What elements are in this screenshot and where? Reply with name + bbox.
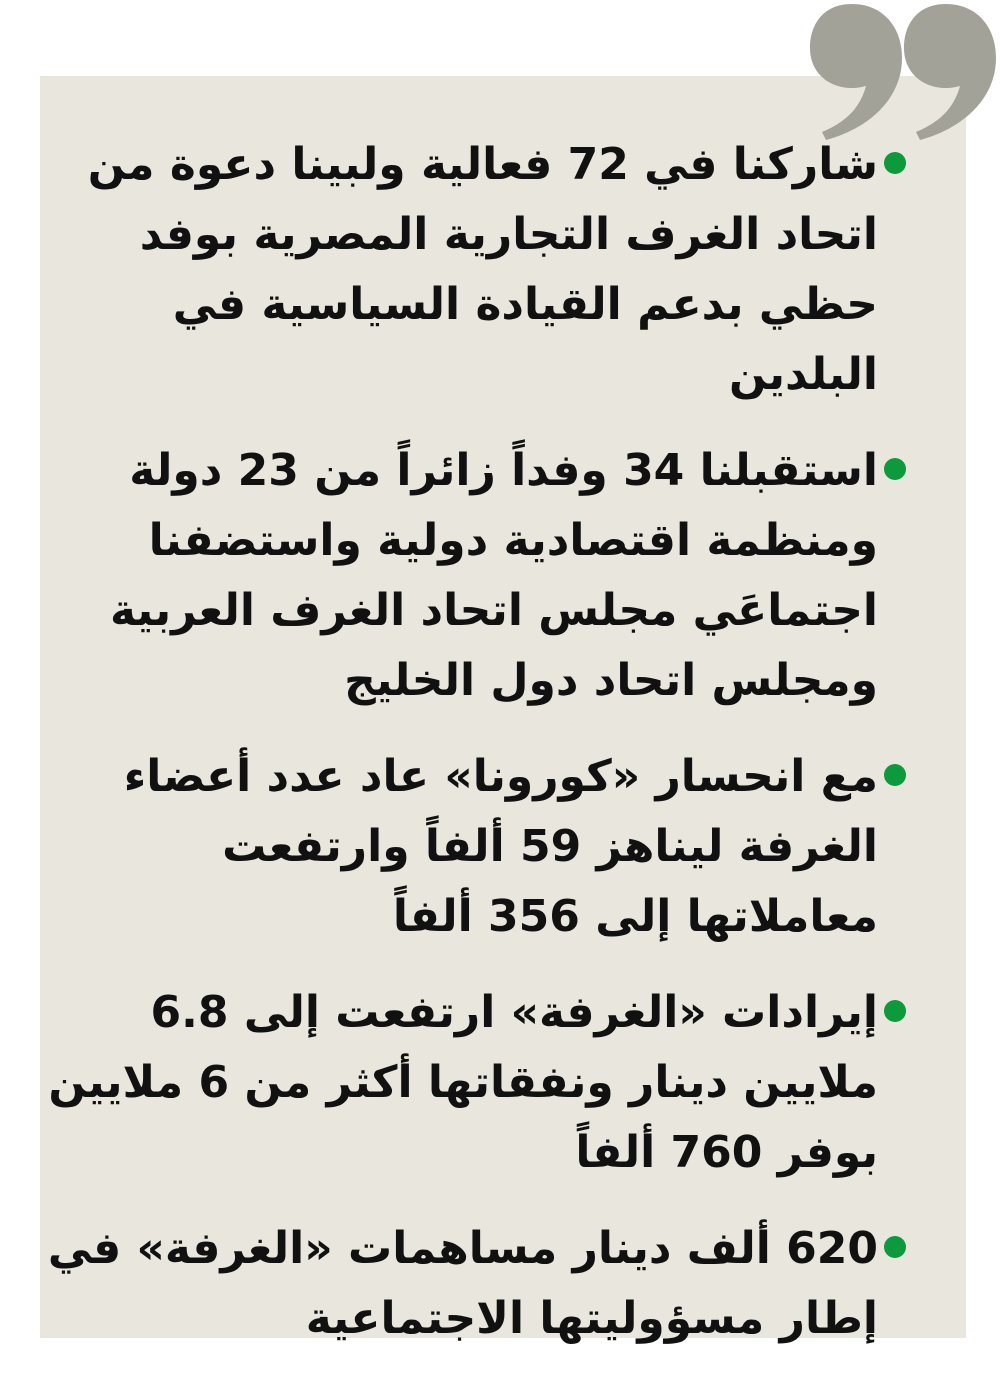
quote-right-glyph bbox=[904, 4, 996, 140]
bullet-text: شاركنا في 72 فعالية ولبينا دعوة من اتحاد الغرف التجارية المصرية بوفد حظي بدعم القيادة السياسية في البلدين bbox=[87, 139, 878, 400]
green-bullet-icon bbox=[884, 1236, 906, 1258]
green-bullet-icon bbox=[884, 458, 906, 480]
green-bullet-icon bbox=[884, 764, 906, 786]
bullet-list bbox=[40, 130, 908, 1380]
bullet-item bbox=[40, 436, 908, 716]
green-bullet-icon bbox=[884, 152, 906, 174]
closing-quote-icon bbox=[804, 0, 1000, 140]
quote-left-glyph bbox=[810, 4, 902, 140]
bullet-text: مع انحسار «كورونا» عاد عدد أعضاء الغرفة ليناهز 59 ألفاً وارتفعت معاملاتها إلى 356 ألفاً bbox=[123, 751, 878, 942]
bullet-item bbox=[40, 742, 908, 952]
bullet-text: 620 ألف دينار مساهمات «الغرفة» في إطار مسؤوليتها الاجتماعية bbox=[47, 1223, 878, 1344]
green-bullet-icon bbox=[884, 1000, 906, 1022]
bullet-item bbox=[40, 978, 908, 1188]
bullet-text: استقبلنا 34 وفداً زائراً من 23 دولة ومنظمة اقتصادية دولية واستضفنا اجتماعَي مجلس اتحاد الغرف العربية ومجلس اتحاد دول الخليج bbox=[109, 445, 878, 706]
bullet-item bbox=[40, 1214, 908, 1354]
bullet-text: إيرادات «الغرفة» ارتفعت إلى 6.8 ملايين دينار ونفقاتها أكثر من 6 ملايين بوفر 760 ألفاً bbox=[48, 987, 878, 1178]
bullet-item bbox=[40, 130, 908, 410]
